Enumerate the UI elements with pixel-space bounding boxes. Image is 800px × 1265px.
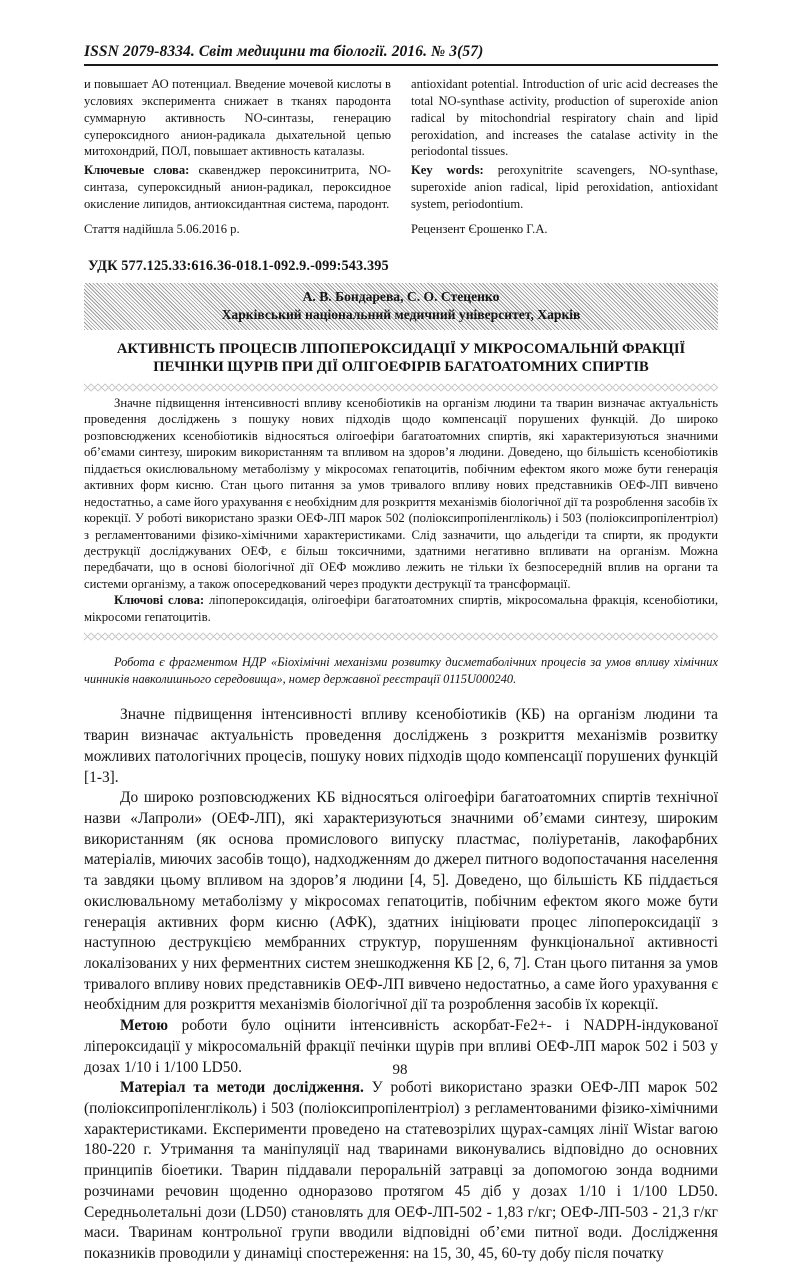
body-paragraph-2: До широко розповсюджених КБ відносяться олігоефіри багатоатомних спиртів технічної назви «Лапроли» (ОЕФ-ЛП), які характеризуються значними об’ємами синтезу, широким використанням (як основа промислового випуску пластмас, поліуретанів, лакофарбних матеріалів, миючих засобів тощо), надходженням до джерел питного водопостачання населення та завдяки цьому впливом на здоров’я людини [4, 5]. Доведено, що більшість КБ піддається окислювальному метаболізму у мікросомах гепатоцитів, побічним ефектом якого може бути генерація активних форм кисню (АФК), здатних ініціювати процес ліпопероксидації з наступною деструкцією мембранних структур, порушенням функціональної активності локалізованих у них ферментних систем знешкодження КБ [2, 6, 7]. Стан цього питання за умов тривалого впливу нових представників ОЕФ-ЛП вивчено недостатньо, а саме його урахування є необхідним для розкриття механізмів біологічної дії та розроблення засобів їх корекції. <box>84 789 718 1014</box>
aim-label: Метою <box>120 1017 168 1035</box>
body-paragraph-4 <box>84 1078 718 1264</box>
udc-code: УДК 577.125.33:616.36-018.1-092.9.-099:543.395 <box>88 257 389 274</box>
methods-label: Матеріал та методи дослідження. <box>120 1079 364 1097</box>
reviewer-line: Рецензент Єрошенко Г.А. <box>411 222 548 237</box>
abstract-ru-keywords-label: Ключевые слова: <box>84 163 190 178</box>
methods-text: У роботі використано зразки ОЕФ-ЛП марок 502 (поліоксипропіленгліколь) і 503 (поліоксипропілентріол) з регламентованими фізико-хімічними характеристиками. Експерименти проведено на статевозрілих щурах-самцях лінії Wistar вагою 180-220 г. Утримання та маніпуляції над тваринами виконувались відповідно до основних принципів біоетики. Тварин піддавали пероральній затравці за допомогою зонда водними розчинами речовин щоденно одноразово протягом 45 діб у дозах 1/10 і 1/100 LD50. Середньолетальні дози (LD50) становлять для ОЕФ-ЛП-502 - 1,83 г/кг; ОЕФ-ЛП-503 - 21,3 г/кг маси. Тваринам контрольної групи вводили відповідні об’єми питної води. Дослідження показників проводили у динаміці спостереження: на 15, 30, 45, 60-ту добу після початку <box>84 1079 718 1263</box>
aim-text: роботи було оцінити інтенсивність аскорбат-Fe2+- і NADPH-індукованої ліпероксидації у мікросомальній фракції печінки щурів при впливі ОЕФ-ЛП марок 502 і 503 у дозах 1/10 і 1/100 LD50. <box>84 1017 718 1076</box>
page-number: 98 <box>392 1062 408 1078</box>
funding-note-text: Робота є фрагментом НДР «Біохімічні механізми розвитку дисметаболічних процесів за умов впливу хімічних чинників навколишнього середовища», номер державної реєстрації 0115U000240. <box>84 655 718 687</box>
body-paragraph-1: Значне підвищення інтенсивності впливу ксенобіотиків (КБ) на організм людини та тварин визначає актуальність проведення досліджень з розкриття механізмів розвитку можливих патологічних процесів, пошуку нових підходів щодо компенсації порушених функцій [1-3]. <box>84 706 718 786</box>
abstract-ru-keywords-text: скавенджер пероксинитрита, NO-синтаза, супероксидный анион-радикал, пероксидное окисление липидов, антиоксидантная система, пародонт. <box>84 163 391 211</box>
wavy-divider-top <box>84 383 718 392</box>
article-title <box>84 340 718 376</box>
authors-band <box>84 283 718 330</box>
abstract-en-keywords-label: Key words: <box>411 163 484 178</box>
bilingual-abstract <box>84 76 718 238</box>
abstract-ua-keywords-label: Ключові слова: <box>114 593 205 608</box>
abstract-ru-body: и повышает АО потенциал. Введение мочевой кислоты в условиях эксперимента снижает в тканях пародонта суммарную активность NO-синтазы, генерацию супероксидного анион-радикала дыхательной цепью митохондрий, ПОЛ, повышает активность каталазы. <box>84 77 391 159</box>
received-date: Стаття надійшла 5.06.2016 р. <box>84 222 240 237</box>
author-names: А. В. Бондарева, С. О. Стеценко <box>302 288 500 304</box>
article-title-line-1: АКТИВНІСТЬ ПРОЦЕСІВ ЛІПОПЕРОКСИДАЦІЇ У МІКРОСОМАЛЬНІЙ ФРАКЦІЇ <box>116 340 686 357</box>
wavy-divider-bottom <box>84 632 718 641</box>
abstract-ru-keywords <box>84 162 391 212</box>
abstract-ua-keywords <box>84 592 718 625</box>
funding-note <box>84 654 718 688</box>
page-content <box>84 42 718 1265</box>
abstract-column-ru <box>84 76 391 238</box>
article-body <box>84 705 718 1264</box>
author-affiliation: Харківський національний медичний університет, Харків <box>221 306 581 322</box>
running-head-block <box>84 42 718 66</box>
article-title-line-2: ПЕЧІНКИ ЩУРІВ ПРИ ДІЇ ОЛІГОЕФІРІВ БАГАТОАТОМНИХ СПИРТІВ <box>153 358 649 375</box>
abstract-ua-keywords-text: ліпопероксидація, олігоефіри багатоатомних спиртів, мікросомальна фракція, ксенобіотики, мікросоми гепатоцитів. <box>84 593 718 624</box>
abstract-column-en <box>411 76 718 238</box>
abstract-en-body: antioxidant potential. Introduction of uric acid decreases the total NO-synthase activity, production of superoxide anion radical by mitochondrial respiratory chain and lipid peroxidation, and increases the catalase activity in the periodontal tissues. <box>411 77 718 159</box>
abstract-en-keywords <box>411 162 718 212</box>
abstract-en-keywords-text: peroxynitrite scavengers, NO-synthase, superoxide anion radical, lipid peroxidation, antioxidant system, periodontium. <box>411 163 718 211</box>
abstract-ua <box>84 395 718 625</box>
running-head: ISSN 2079-8334. Світ медицини та біології. 2016. № 3(57) <box>84 43 484 60</box>
abstract-ua-body: Значне підвищення інтенсивності впливу ксенобіотиків на організм людини та тварин визначає актуальність проведення досліджень з пошуку нових підходів щодо компенсації порушених функцій. До широко розповсюджених ксенобіотиків відносяться олігоефіри багатоатомних спиртів, які характеризуються значними об’ємами синтезу, широким використанням та впливом на здоров’я людини. Доведено, що більшість ксенобіотиків піддається окислювальному метаболізму у мікросомах гепатоцитів, побічним ефектом якого може бути генерація активних форм кисню. Стан цього питання за умов тривалого впливу нових представників ОЕФ-ЛП вивчено недостатньо, а саме його урахування є необхідним для розкриття механізмів біологічної дії та розроблення засобів їх корекції. У роботі використано зразки ОЕФ-ЛП марок 502 (поліоксипропіленгліколь) і 503 (поліоксипропілентріол) з регламентованими фізико-хімічними характеристиками. Слід зазначити, що альдегіди та спирти, як продукти деструкції досліджуваних ОЕФ, є більш токсичними, здатними негативно впливати на організм. Можна передбачати, що в основі біологічної дії ОЕФ можливо лежить не тільки їх безпосередній вплив на органи та системи організму, а також опосередкований через продукти деструкції та трансформації. <box>84 396 718 591</box>
